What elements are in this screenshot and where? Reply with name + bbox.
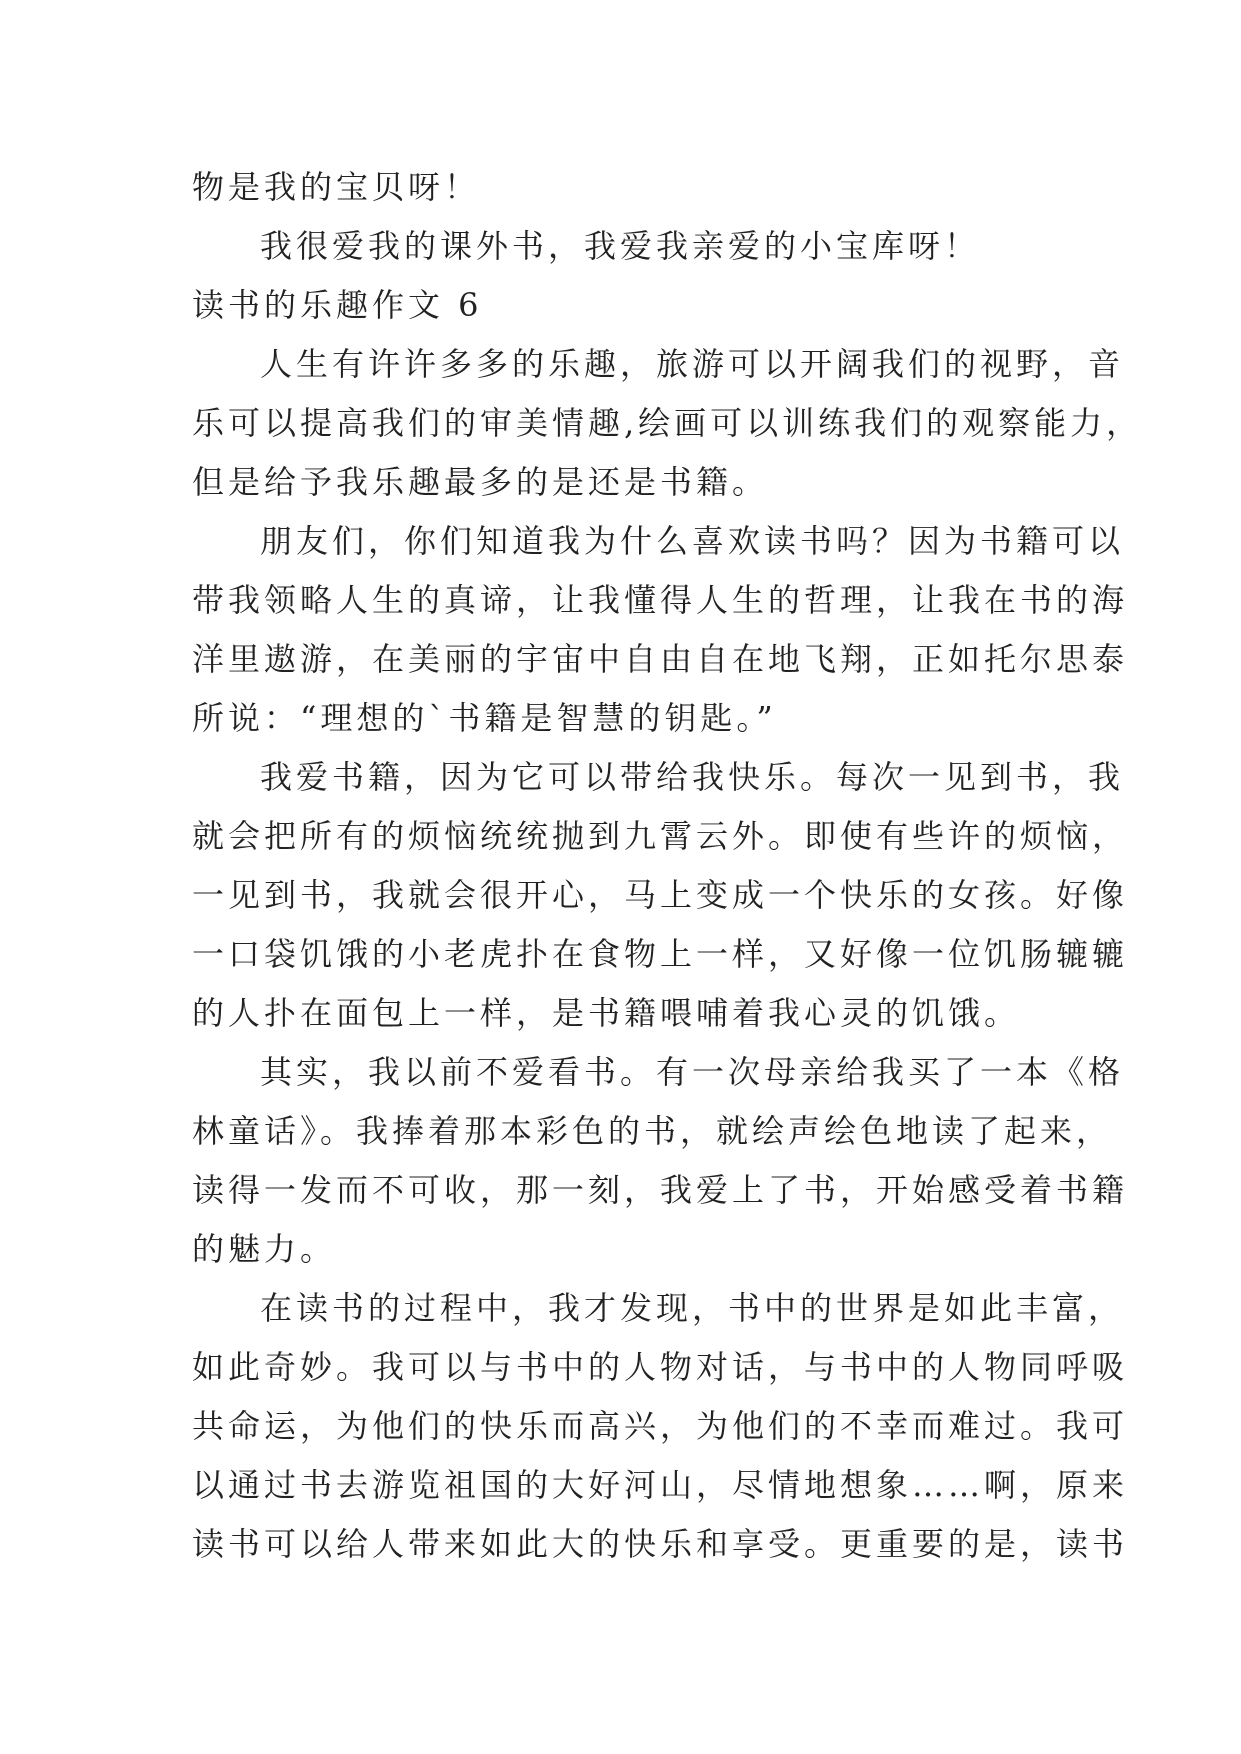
- text-line: 读得一发而不可收，那一刻，我爱上了书，开始感受着书籍: [192, 1171, 1129, 1209]
- text-line: 在读书的过程中，我才发现，书中的世界是如此丰富，: [260, 1289, 1125, 1327]
- text-line: 林童话》。我捧着那本彩色的书，就绘声绘色地读了起来，: [192, 1112, 1113, 1150]
- text-line: 乐可以提高我们的审美情趣,绘画可以训练我们的观察能力，: [192, 404, 1143, 442]
- text-line: 读书可以给人带来如此大的快乐和享受。更重要的是，读书: [192, 1525, 1129, 1563]
- text-line: 我爱书籍，因为它可以带给我快乐。每次一见到书，我: [260, 758, 1125, 796]
- text-line: 人生有许许多多的乐趣，旅游可以开阔我们的视野，音: [260, 345, 1125, 383]
- section-title: 读书的乐趣作文 6: [192, 286, 483, 324]
- text-line: 所说：“理想的`书籍是智慧的钥匙。”: [192, 699, 777, 737]
- text-line: 共命运，为他们的快乐而高兴，为他们的不幸而难过。我可: [192, 1407, 1129, 1445]
- text-line: 我很爱我的课外书，我爱我亲爱的小宝库呀！: [260, 227, 981, 265]
- text-line: 一口袋饥饿的小老虎扑在食物上一样，又好像一位饥肠辘辘: [192, 935, 1129, 973]
- text-line: 的人扑在面包上一样，是书籍喂哺着我心灵的饥饿。: [192, 994, 1021, 1032]
- text-line: 就会把所有的烦恼统统抛到九霄云外。即使有些许的烦恼，: [192, 817, 1129, 855]
- text-line: 的魅力。: [192, 1230, 337, 1268]
- text-line: 朋友们，你们知道我为什么喜欢读书吗？因为书籍可以: [260, 522, 1125, 560]
- text-line: 其实，我以前不爱看书。有一次母亲给我买了一本《格: [260, 1053, 1125, 1091]
- text-line: 带我领略人生的真谛，让我懂得人生的哲理，让我在书的海: [192, 581, 1129, 619]
- text-line: 但是给予我乐趣最多的是还是书籍。: [192, 463, 769, 501]
- text-line: 以通过书去游览祖国的大好河山，尽情地想象……啊，原来: [192, 1466, 1129, 1504]
- text-line: 物是我的宝贝呀！: [192, 168, 481, 206]
- text-line: 如此奇妙。我可以与书中的人物对话，与书中的人物同呼吸: [192, 1348, 1129, 1386]
- text-line: 一见到书，我就会很开心，马上变成一个快乐的女孩。好像: [192, 876, 1129, 914]
- text-line: 洋里遨游，在美丽的宇宙中自由自在地飞翔，正如托尔思泰: [192, 640, 1129, 678]
- essay-text: [192, 158, 1143, 1574]
